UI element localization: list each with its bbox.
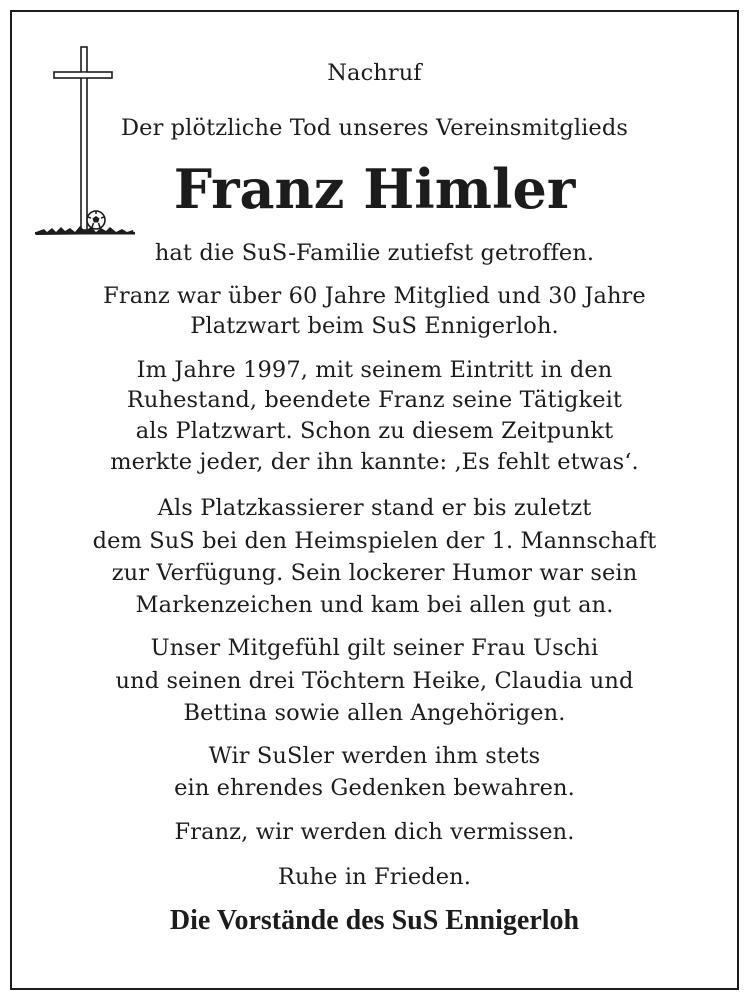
text-line: merkte jeder, der ihn kannte: ‚Es fehlt etwas‘. bbox=[110, 449, 639, 475]
text-line: als Platzwart. Schon zu diesem Zeitpunkt bbox=[135, 418, 614, 444]
text-line: ein ehrendes Gedenken bewahren. bbox=[174, 775, 575, 801]
text-line: Wir SuSler werden ihm stets bbox=[208, 743, 541, 769]
text-line: Bettina sowie allen Angehörigen. bbox=[183, 700, 566, 726]
text-line: Als Platzkassierer stand er bis zuletzt bbox=[157, 495, 592, 521]
deceased-name: Franz Himler bbox=[173, 157, 576, 221]
signature: Die Vorstände des SuS Ennigerloh bbox=[169, 905, 580, 936]
heading: Nachruf bbox=[327, 60, 422, 86]
text-line: Im Jahre 1997, mit seinem Eintritt in den bbox=[136, 357, 613, 383]
text-line: Franz, wir werden dich vermissen. bbox=[174, 819, 575, 845]
text-line: hat die SuS-Familie zutiefst getroffen. bbox=[154, 240, 595, 266]
text-line: Unser Mitgefühl gilt seiner Frau Uschi bbox=[150, 635, 599, 661]
text-line: Platzwart beim SuS Ennigerloh. bbox=[190, 313, 559, 339]
text-line: Ruhe in Frieden. bbox=[277, 864, 472, 890]
text-line: Franz war über 60 Jahre Mitglied und 30 Jahre bbox=[103, 283, 646, 309]
intro-line: Der plötzliche Tod unseres Vereinsmitglieds bbox=[121, 115, 628, 141]
text-line: Ruhestand, beendete Franz seine Tätigkeit bbox=[126, 387, 623, 413]
text-line: Markenzeichen und kam bei allen gut an. bbox=[135, 592, 614, 618]
text-line: zur Verfügung. Sein lockerer Humor war sein bbox=[111, 560, 638, 586]
text-line: und seinen drei Töchtern Heike, Claudia und bbox=[115, 668, 634, 694]
text-line: dem SuS bei den Heimspielen der 1. Mannschaft bbox=[92, 528, 657, 554]
